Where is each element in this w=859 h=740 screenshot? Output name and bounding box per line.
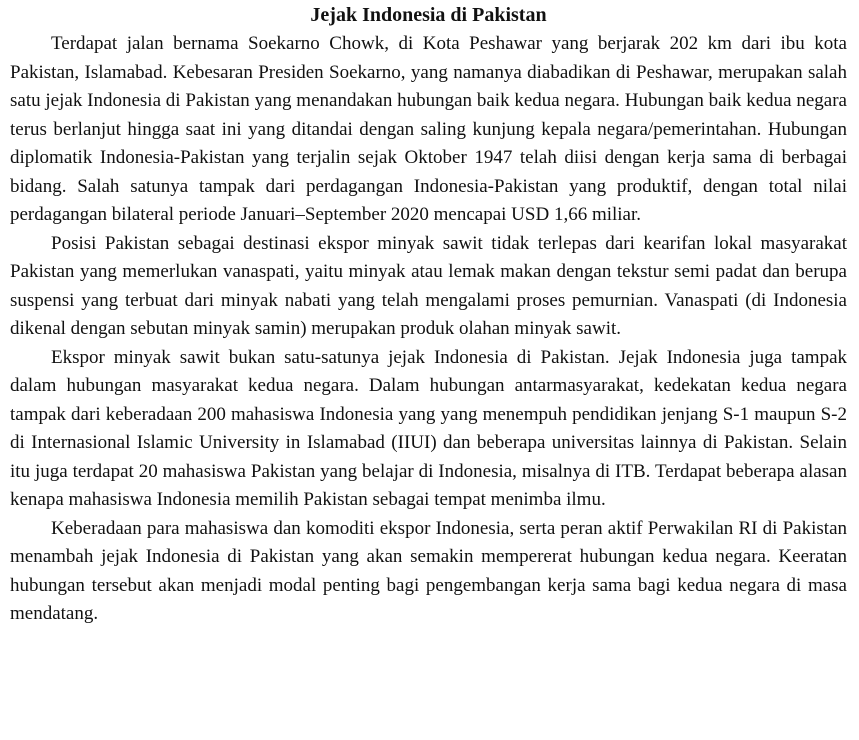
paragraph-conclusion: Keberadaan para mahasiswa dan komoditi ekspor Indonesia, serta peran aktif Perwakilan RI di Pakistan menambah jejak Indonesia di Pakistan yang akan semakin mempererat hubungan kedua negara. Keeratan hubungan tersebut akan menjadi modal penting bagi pengembangan kerja sama bagi kedua negara di masa mendatang. xyxy=(10,517,847,624)
paragraph-soekarno-chowk: Terdapat jalan bernama Soekarno Chowk, di Kota Peshawar yang berjarak 202 km dari ibu kota Pakistan, Islamabad. Kebesaran Presiden Soekarno, yang namanya diabadikan di Peshawar, merupakan salah satu jejak Indonesia di Pakistan yang menandakan hubungan baik kedua negara. Hubungan baik kedua negara terus berlanjut hingga saat ini yang ditandai dengan saling kunjung kepala negara/pemerintahan. Hubungan diplomatik Indonesia-Pakistan yang terjalin sejak Oktober 1947 telah diisi dengan kerja sama di berbagai bidang. Salah satunya tampak dari perdagangan Indonesia-Pakistan yang produktif, dengan total nilai perdagangan bilateral periode Januari–September 2020 mencapai USD 1,66 miliar. xyxy=(10,33,847,225)
article-title: Jejak Indonesia di Pakistan xyxy=(310,4,547,26)
paragraph-students: Ekspor minyak sawit bukan satu-satunya jejak Indonesia di Pakistan. Jejak Indonesia juga tampak dalam hubungan masyarakat kedua negara. Dalam hubungan antarmasyarakat, kedekatan kedua negara tampak dari keberadaan 200 mahasiswa Indonesia yang yang menempuh pendidikan jenjang S-1 maupun S-2 di Internasional Islamic University in Islamabad (IIUI) dan beberapa universitas lainnya di Pakistan. Selain itu juga terdapat 20 mahasiswa Pakistan yang belajar di Indonesia, misalnya di ITB. Terdapat beberapa alasan kenapa mahasiswa Indonesia memilih Pakistan sebagai tempat menimba ilmu. xyxy=(10,346,847,510)
paragraph-vanaspati: Posisi Pakistan sebagai destinasi ekspor minyak sawit tidak terlepas dari kearifan lokal masyarakat Pakistan yang memerlukan vanaspati, yaitu minyak atau lemak makan dengan tekstur semi padat dan berupa suspensi yang terbuat dari minyak nabati yang telah mengalami proses pemurnian. Vanaspati (di Indonesia dikenal dengan sebutan minyak samin) merupakan produk olahan minyak sawit. xyxy=(10,232,847,339)
